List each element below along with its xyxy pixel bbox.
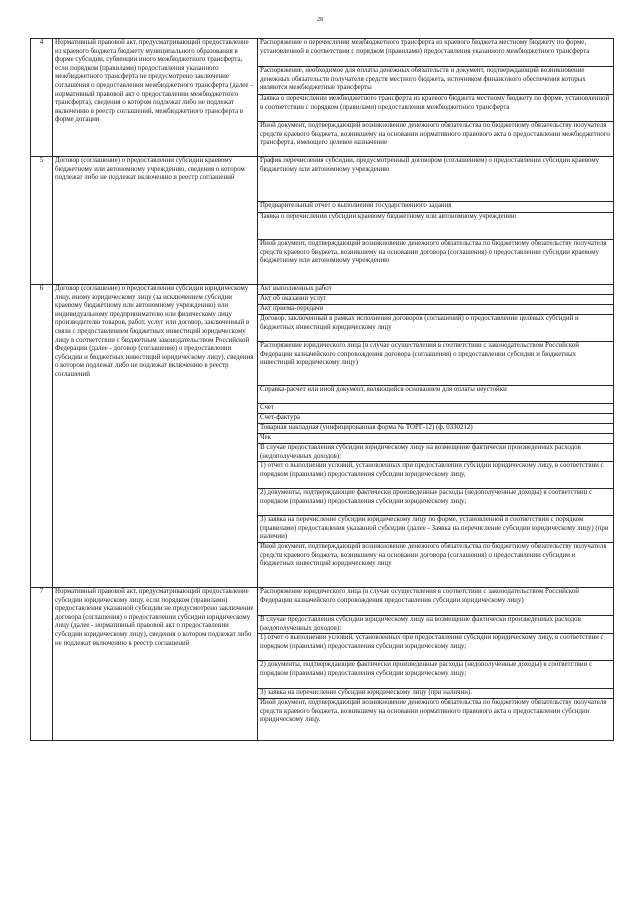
document-item: Акт приема-передачи [258, 305, 613, 315]
document-item: 1) отчет о выполнении условий, установленных при предоставлении субсидии юридическому лицу, в соответствии с порядком (правилами) предоставления субсидии юридическому лицу; [258, 634, 613, 661]
document-item: Распоряжение, необходимое для оплаты денежных обязательств и документ, подтверждающий возникновение денежных обязательств получателя средств местного бюджета, источником финансового обеспечения которых являются межбюджетные трансферты [258, 67, 613, 95]
documents-cell [258, 157, 614, 285]
legal-act-cell: Договор (соглашение) о предоставлении субсидии юридическому лицу, иному юридическому лицу (за исключением субсидии краевому бюджетному или автономному учреждению) или индивидуальному предпринимателю или физическому лицу производителю товаров, работ, услуг или договор, заключенный в связи с предоставлением бюджетных инвестиций юридическому лицу в соответствии с бюджетным законодательством Российской Федерации (далее - договор (соглашение) о предоставлении субсидии и бюджетных инвестиций юридическому лицу), сведения о котором подлежат либо не подлежат включению в реестр соглашений [53, 285, 258, 588]
documents-cell [258, 285, 614, 588]
document-item: Распоряжение о перечислении межбюджетного трансферта из краевого бюджета местному бюджету по форме, установленной в соответствии с порядком (правилами) предоставления указанного межбюджетного трансферта [258, 39, 613, 67]
document-table-body [31, 39, 614, 741]
document-item: Иной документ, подтверждающий возникновение денежного обязательства по бюджетному обязательству получателя средств краевого бюджета, возникшему на основании договора (соглашения) о предоставлении субсидии и бюджетных инвестиций юридическому лицу [260, 543, 607, 568]
legal-act-cell: Нормативный правовой акт, предусматривающий предоставление из краевого бюджета бюджету муниципального образования в форме субсидии, субвенции иного межбюджетного трансферта, если порядком (правилами) предоставления указанного межбюджетного трансферта не предусмотрено заключение соглашения о предоставлении межбюджетного трансферта (далее - нормативный правовой акт о предоставлении межбюджетного трансферта), сведения о котором подлежат либо не подлежат включению в реестр соглашений, межбюджетного трансферта в форме дотации [53, 39, 258, 157]
page-number: 28 [317, 17, 323, 23]
row-number: 6 [31, 285, 53, 588]
row-number: 5 [31, 157, 53, 285]
document-item: Заявка о перечислении субсидии краевому бюджетному или автономному учреждению [258, 213, 613, 240]
document-item: Распоряжение юридического лица (в случае осуществления в соответствии с законодательством Российской Федерации казначейского сопровождения договора (соглашения) о предоставлении субсидии и бюджетных инвестиций юридическому лицу) [258, 342, 613, 386]
document-item: Справка-расчет или иной документ, являющийся основанием для оплаты неустойки [258, 386, 613, 404]
document-item: В случае предоставления субсидии юридическому лицу на возмещение фактически произведенных расходов (недополученных доходов): [258, 444, 613, 462]
documents-cell [258, 588, 614, 741]
row-number: 4 [31, 39, 53, 157]
document-item: Иной документ, подтверждающий возникновение денежного обязательства по бюджетному обязательству получателя средств краевого бюджета, возникшему на основании нормативного правового акта о предоставлении межбюджетного трансферта, имеющего целевое назначение [260, 122, 610, 147]
document-item: Акт выполненных работ [258, 285, 613, 295]
legal-act-cell: Договор (соглашение) о предоставлении субсидии краевому бюджетному или автономному учреждению, сведения о котором подлежат либо не подлежат включению в реестр соглашений [53, 157, 258, 285]
document-item: Счет-фактура [258, 414, 613, 424]
document-item: Товарная накладная (унифицированная форма № ТОРГ-12) (ф. 0330212) [258, 424, 613, 434]
document-item: 3) заявка на перечисление субсидии юридическому лицу по форме, установленной в соответствии с порядком (правилами) предоставления указанной субсидии (далее - Заявка на перечисление субсидии юридическому лицу) (при наличии) [258, 516, 613, 543]
document-item: 2) документы, подтверждающие фактически произведенные расходы (недополученные доходы) в соответствии с порядком (правилами) предоставления субсидии юридическому лицу; [258, 489, 613, 516]
table-row [31, 39, 614, 157]
document-item: Иной документ, подтверждающий возникновение денежного обязательства по бюджетному обязательству получателя средств краевого бюджета, возникшему на основании нормативного правового акта о предоставлении субсидии юридическому лицу. [260, 699, 607, 724]
document-item: 1) отчет о выполнении условий, установленных при предоставлении субсидии юридическому лицу, в соответствии с порядком (правилами) предоставления субсидии юридическому лицу, [258, 462, 613, 489]
document-item: Иной документ, подтверждающий возникновение денежного обязательства по бюджетному обязательству получателя средств краевого бюджета, возникшему на основании договора (соглашения) о предоставлении субсидии краевому бюджетному или автономному учреждению [260, 240, 607, 265]
document-item: 3) заявка на перечисление субсидии юридическому лицу (при наличии). [258, 689, 613, 699]
document-item: Предварительный отчет о выполнении государственного задания [258, 202, 613, 213]
row-number: 7 [31, 588, 53, 741]
document-item: Распоряжение юридического лица (в случае осуществления в соответствии с законодательством Российской Федерации казначейского сопровождения предоставления субсидии юридическому лицу) [258, 588, 613, 616]
document-item: Чек [258, 434, 613, 444]
document-item: 2) документы, подтверждающие фактически произведенные расходы (недополученные доходы) в соответствии с порядком (правилами) предоставления субсидии юридическому лицу; [258, 661, 613, 689]
document-table [30, 38, 614, 741]
document-item: В случае предоставления субсидии юридическому лицу на возмещение фактически произведенных расходов (недополученных доходов): [258, 616, 613, 634]
document-item: Договор, заключенный в рамках исполнения договоров (соглашений) о предоставлении целевых субсидий и бюджетных инвестиций юридическому лицу [258, 315, 613, 342]
table-row [31, 285, 614, 588]
document-item: График перечисления субсидии, предусмотренный договором (соглашением) о предоставлении субсидии краевому бюджетному или автономному учреждению [258, 157, 613, 202]
document-item: Счет [258, 404, 613, 414]
document-item: Заявка о перечислении межбюджетного трансферта из краевого бюджета местному бюджету по форме, установленной в соответствии с порядком (правилами) предоставления межбюджетного трансферта [258, 95, 613, 122]
document-item: Акт об оказании услуг [258, 295, 613, 305]
documents-cell [258, 39, 614, 157]
table-row [31, 157, 614, 285]
legal-act-cell: Нормативный правовой акт, предусматривающий предоставление субсидии юридическому лицу, если порядком (правилами) предоставления указанной субсидии не предусмотрено заключение договора (соглашения) о предоставлении субсидии юридическому лицу (далее - нормативный правовой акт о предоставлении субсидии юридическому лицу), сведения о котором подлежат либо не подлежат включению в реестр соглашений [53, 588, 258, 741]
table-row [31, 588, 614, 741]
